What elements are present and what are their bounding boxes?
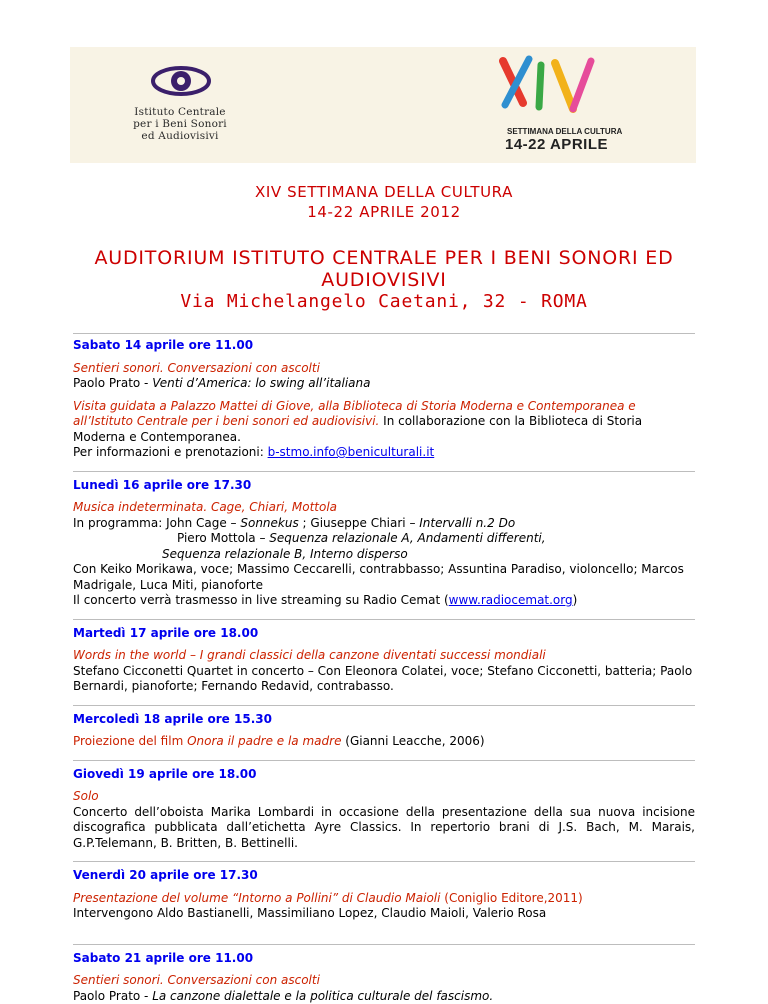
- event-title-line1: XIV SETTIMANA DELLA CULTURA: [0, 182, 768, 202]
- prog-work: Intervalli n.2 Do: [419, 516, 515, 530]
- event-section: [73, 760, 695, 852]
- event-title: [73, 891, 695, 907]
- event-day: Mercoledì 18 aprile ore 15.30: [73, 712, 695, 728]
- event-day: Lunedì 16 aprile ore 17.30: [73, 478, 695, 494]
- institute-name-line: per i Beni Sonori: [110, 118, 250, 130]
- venue-address: Via Michelangelo Caetani, 32 - ROMA: [0, 291, 768, 313]
- event-section: [73, 861, 695, 922]
- event-film: [73, 734, 695, 750]
- event-title: Solo: [73, 789, 695, 805]
- event-day: Venerdì 20 aprile ore 17.30: [73, 868, 695, 884]
- institute-name-line: ed Audiovisivi: [110, 130, 250, 142]
- info-label: Per informazioni e prenotazioni:: [73, 445, 268, 459]
- event-section: [73, 705, 695, 750]
- event-day: Martedì 17 aprile ore 18.00: [73, 626, 695, 642]
- event-visit: [73, 399, 695, 446]
- event-speaker: [73, 989, 695, 1004]
- prog-work: Sonnekus: [240, 516, 298, 530]
- venue-title-line2: AUDIOVISIVI: [0, 269, 768, 291]
- email-link[interactable]: b-stmo.info@beniculturali.it: [268, 445, 435, 459]
- event-text: Stefano Cicconetti Quartet in concerto – Con Eleonora Colatei, voce; Stefano Cicconetti, batteria; Paolo Bernardi, pianoforte; Fernando Redavid, contrabasso.: [73, 664, 695, 695]
- speaker-topic: Venti d’America: lo swing all’italiana: [152, 376, 370, 390]
- event-section: [73, 471, 695, 609]
- event-day: Sabato 14 aprile ore 11.00: [73, 338, 695, 354]
- book-publisher: (Coniglio Editore,2011): [440, 891, 582, 905]
- radio-link[interactable]: www.radiocemat.org: [449, 593, 573, 607]
- speaker-name: Paolo Prato -: [73, 989, 152, 1003]
- film-lead: Proiezione del film: [73, 734, 187, 748]
- visit-text: In collaborazione con la Biblioteca di Storia Moderna e Contemporanea.: [73, 414, 642, 444]
- event-text: Concerto dell’oboista Marika Lombardi in occasione della presentazione della sua nuova incisione discografica pubblicata dall’etichetta Ayre Classics. In repertorio brani di J.S. Bach, M. Marais, G.P.Telemann, B. Britten, B. Bettinelli.: [73, 805, 695, 852]
- institute-name: [110, 106, 250, 142]
- event-speaker: [73, 376, 695, 392]
- institute-name-line: Istituto Centrale: [110, 106, 250, 118]
- event-title: Sentieri sonori. Conversazioni con ascolti: [73, 361, 695, 377]
- event-title-line2: 14-22 APRILE 2012: [0, 202, 768, 222]
- visit-title: Visita guidata a Palazzo Mattei di Giove, alla Biblioteca di Storia Moderna e Contemporanea e all’Istituto Centrale per i beni sonori ed audiovisivi.: [73, 399, 636, 429]
- event-performers: Con Keiko Morikawa, voce; Massimo Ceccarelli, contrabbasso; Assuntina Paradiso, violoncello; Marcos Madrigale, Luca Miti, pianoforte: [73, 562, 695, 593]
- event-text: Intervengono Aldo Bastianelli, Massimiliano Lopez, Claudio Maioli, Valerio Rosa: [73, 906, 695, 922]
- venue-title-line1: AUDITORIUM ISTITUTO CENTRALE PER I BENI SONORI ED: [0, 247, 768, 269]
- event-title: Sentieri sonori. Conversazioni con ascolti: [73, 973, 695, 989]
- xiv-logo-icon: [495, 55, 615, 127]
- event-title: Words in the world – I grandi classici della canzone diventati successi mondiali: [73, 648, 695, 664]
- xiv-numeral: XIV: [495, 54, 497, 56]
- header-banner: [70, 47, 696, 163]
- book-title: Presentazione del volume “Intorno a Pollini” di Claudio Maioli: [73, 891, 440, 905]
- program-line: Sequenza relazionale B, Interno disperso: [73, 547, 695, 563]
- speaker-topic: La canzone dialettale e la politica culturale del fascismo.: [152, 989, 493, 1003]
- event-section: [73, 619, 695, 695]
- program-line: [73, 516, 695, 532]
- event-title: Musica indeterminata. Cage, Chiari, Mottola: [73, 500, 695, 516]
- prog-text: ; Giuseppe Chiari –: [299, 516, 420, 530]
- prog-text: Piero Mottola –: [177, 531, 269, 545]
- event-stream: [73, 593, 695, 609]
- eye-logo-icon: [150, 61, 212, 101]
- speaker-name: Paolo Prato -: [73, 376, 152, 390]
- program-list: [73, 333, 695, 1004]
- prog-text: In programma: John Cage –: [73, 516, 240, 530]
- festival-label: SETTIMANA DELLA CULTURA: [507, 127, 622, 136]
- event-day: Giovedì 19 aprile ore 18.00: [73, 767, 695, 783]
- stream-text: Il concerto verrà trasmesso in live streaming su Radio Cemat (: [73, 593, 449, 607]
- festival-logo: [485, 55, 625, 155]
- film-credit: (Gianni Leacche, 2006): [341, 734, 484, 748]
- stream-text: ): [573, 593, 578, 607]
- festival-dates: 14-22 APRILE: [505, 136, 608, 153]
- event-info: [73, 445, 695, 461]
- institute-logo: [110, 61, 250, 151]
- event-section: [73, 944, 695, 1004]
- program-line: [73, 531, 695, 547]
- film-title: Onora il padre e la madre: [187, 734, 341, 748]
- prog-work: Sequenza relazionale A, Andamenti differenti,: [269, 531, 545, 545]
- event-day: Sabato 21 aprile ore 11.00: [73, 951, 695, 967]
- event-section: [73, 333, 695, 461]
